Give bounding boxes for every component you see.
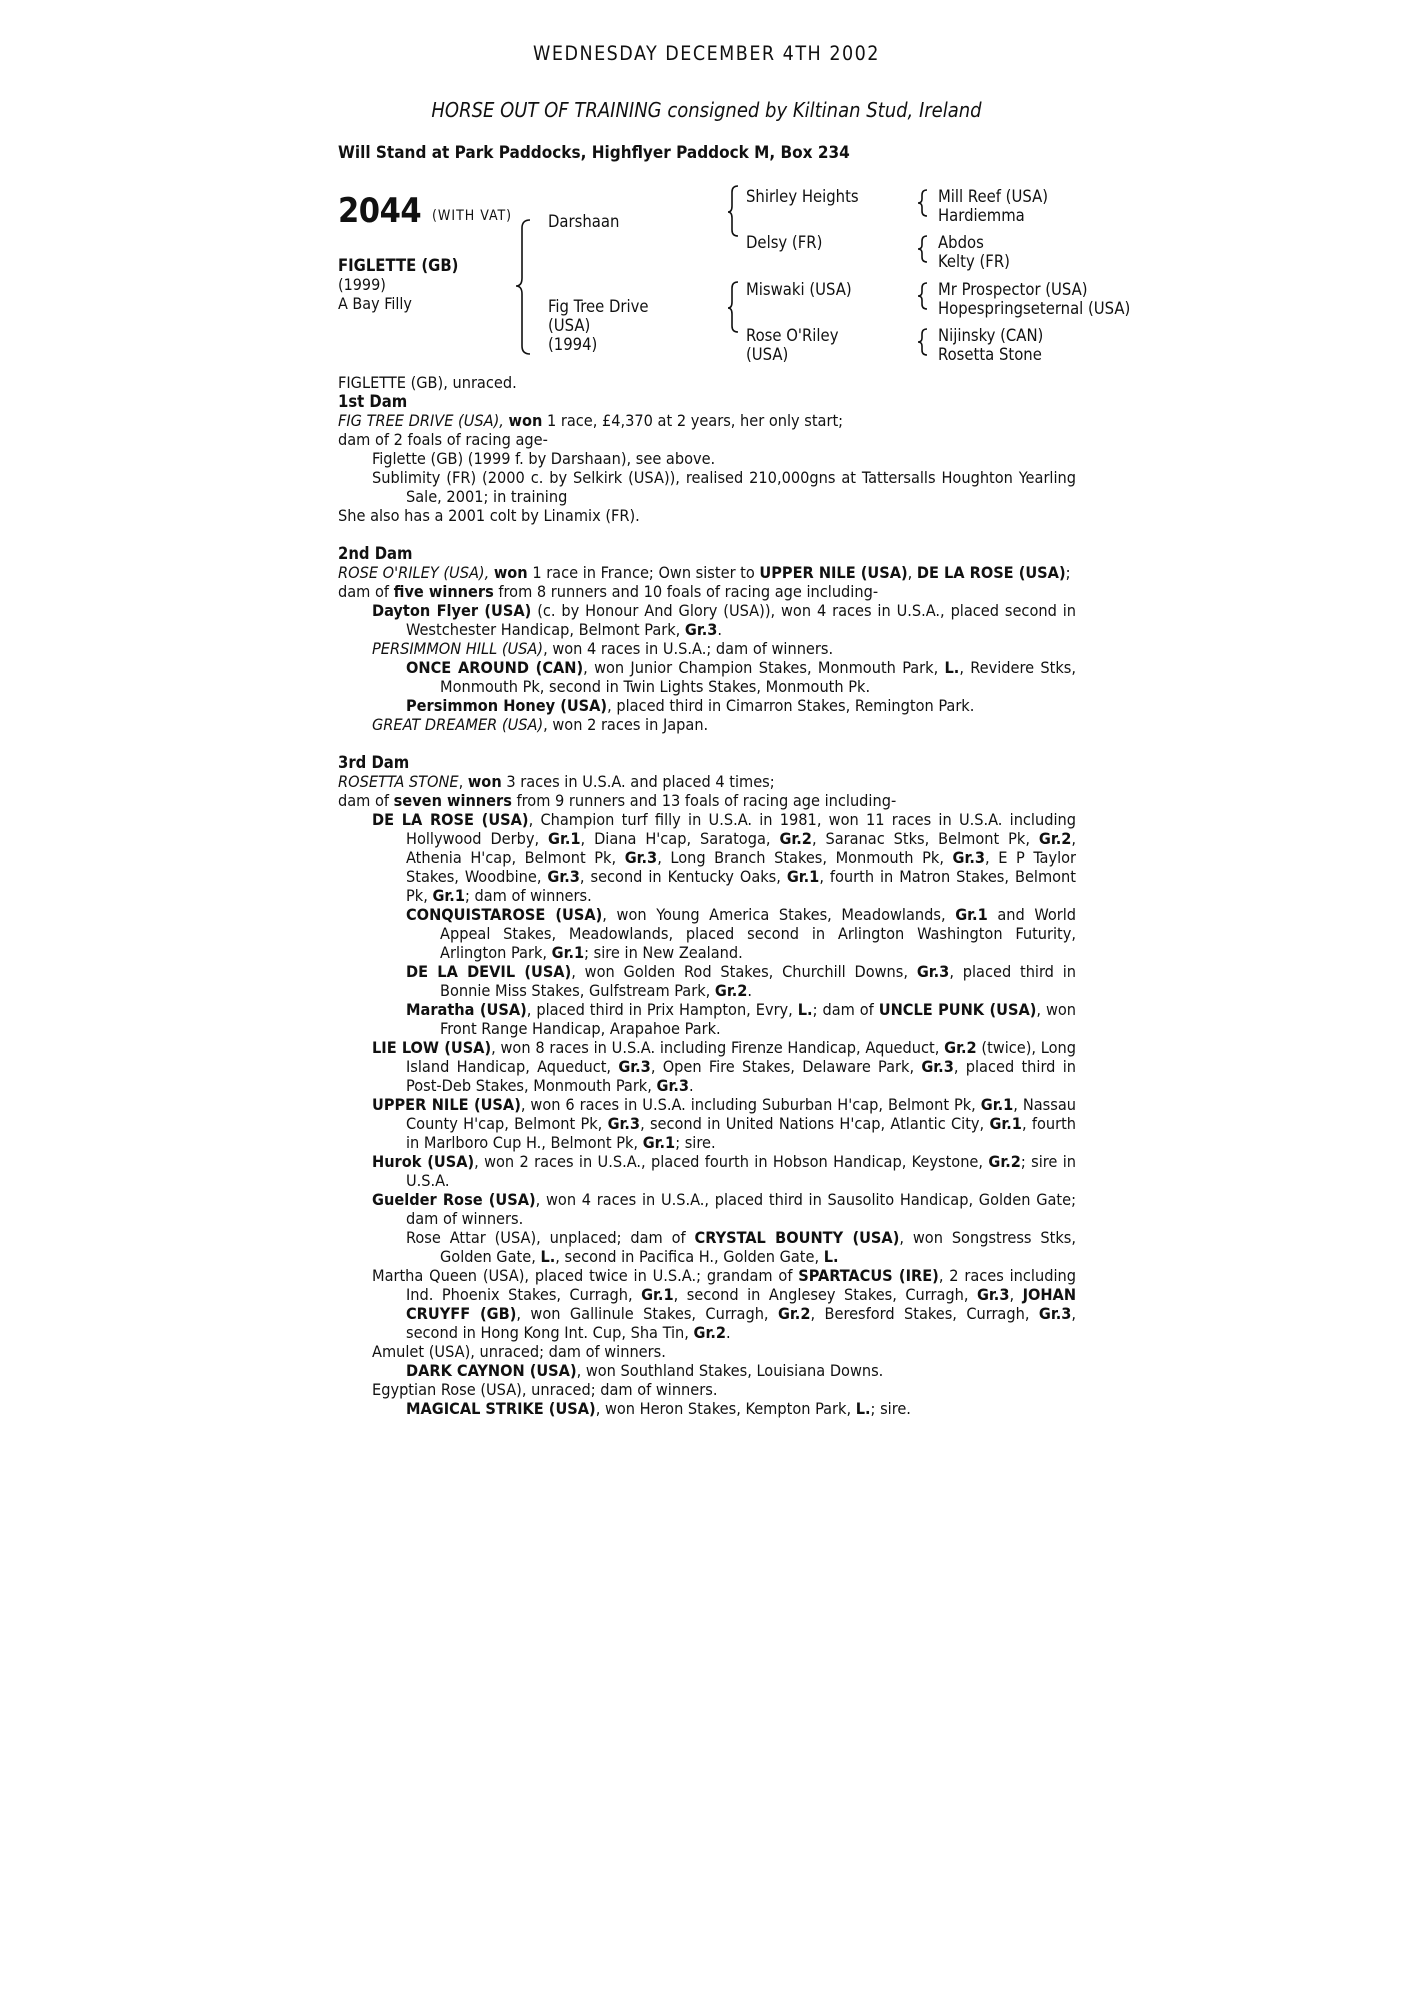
horse-year: (1999) bbox=[338, 275, 386, 294]
stand-location: Will Stand at Park Paddocks, Highflyer Paddock M, Box 234 bbox=[338, 143, 850, 163]
pedigree-dam-dam-origin: (USA) bbox=[746, 345, 789, 364]
catalogue-body bbox=[338, 373, 1076, 1418]
horse-name: FIGLETTE (GB) bbox=[338, 256, 459, 275]
pedigree-dam: Fig Tree Drive bbox=[548, 297, 649, 316]
pedigree-sdd: Kelty (FR) bbox=[938, 252, 1010, 271]
pedigree-bracket-rose bbox=[918, 329, 928, 359]
pedigree-sire-bracket bbox=[728, 186, 742, 256]
first-dam-heading: 1st Dam bbox=[338, 392, 408, 411]
pedigree-ddd: Rosetta Stone bbox=[938, 345, 1042, 364]
second-dam-heading: 2nd Dam bbox=[338, 544, 413, 563]
third-dam-runner-conquistarose: CONQUISTAROSE (USA), won Young America Stakes, Meadowlands, Gr.1 and World Appeal Stakes, Meadowlands, placed second in Arlington Washington Futurity, Arlington Park, Gr.1; sire in New Zealand. bbox=[406, 905, 1077, 962]
pedigree-dam-year: (1994) bbox=[548, 335, 598, 354]
pedigree-dam-dam: Rose O'Riley bbox=[746, 326, 839, 345]
third-dam-runner-egyptian-rose: Egyptian Rose (USA), unraced; dam of winners. bbox=[372, 1380, 718, 1399]
third-dam-runner-rose-attar: Rose Attar (USA), unplaced; dam of CRYSTAL BOUNTY (USA), won Songstress Stks, Golden Gate, L., second in Pacifica H., Golden Gate, L. bbox=[406, 1228, 1076, 1266]
pedigree-dam-bracket bbox=[728, 282, 742, 352]
second-dam-runner-2: PERSIMMON HILL (USA), won 4 races in U.S.A.; dam of winners. bbox=[372, 639, 834, 658]
pedigree-ssd: Hardiemma bbox=[938, 206, 1025, 225]
consignment-line: HORSE OUT OF TRAINING consigned by Kiltinan Stud, Ireland bbox=[431, 98, 982, 122]
third-dam-entry: ROSETTA STONE, won 3 races in U.S.A. and placed 4 times; bbox=[338, 772, 775, 791]
first-dam-also: She also has a 2001 colt by Linamix (FR). bbox=[338, 506, 640, 525]
second-dam-runner-4: Persimmon Honey (USA), placed third in Cimarron Stakes, Remington Park. bbox=[406, 696, 975, 715]
pedigree-sss: Mill Reef (USA) bbox=[938, 187, 1049, 206]
first-dam-foals: dam of 2 foals of racing age- bbox=[338, 430, 548, 449]
first-dam-produce-1: Figlette (GB) (1999 f. by Darshaan), see above. bbox=[372, 449, 716, 468]
third-dam-runner-maratha: Maratha (USA), placed third in Prix Hampton, Evry, L.; dam of UNCLE PUNK (USA), won Front Range Handicap, Arapahoe Park. bbox=[406, 1000, 1077, 1038]
pedigree-dam-sire: Miswaki (USA) bbox=[746, 280, 852, 299]
intro-line: FIGLETTE (GB), unraced. bbox=[338, 373, 517, 392]
third-dam-heading: 3rd Dam bbox=[338, 753, 410, 772]
first-dam-entry: FIG TREE DRIVE (USA), won 1 race, £4,370 at 2 years, her only start; bbox=[338, 411, 844, 430]
pedigree-dam-origin: (USA) bbox=[548, 316, 591, 335]
third-dam-runner-martha-queen: Martha Queen (USA), placed twice in U.S.A.; grandam of SPARTACUS (IRE), 2 races including Ind. Phoenix Stakes, Curragh, Gr.1, second in Anglesey Stakes, Curragh, Gr.3, JOHAN CRUYFF (GB), won Gallinule Stakes, Curragh, Gr.2, Beresford Stakes, Curragh, Gr.3, second in Hong Kong Int. Cup, Sha Tin, Gr.2. bbox=[372, 1266, 1077, 1342]
pedigree-main-bracket bbox=[516, 220, 536, 360]
lot-number: 2044 bbox=[338, 191, 422, 231]
pedigree-sds: Abdos bbox=[938, 233, 984, 252]
first-dam-produce-2: Sublimity (FR) (2000 c. by Selkirk (USA)), realised 210,000gns at Tattersalls Houghton Yearling Sale, 2001; in training bbox=[372, 468, 1076, 506]
pedigree-dss: Mr Prospector (USA) bbox=[938, 280, 1088, 299]
third-dam-runner-magical-strike: MAGICAL STRIKE (USA), won Heron Stakes, Kempton Park, L.; sire. bbox=[406, 1399, 911, 1418]
sale-date: WEDNESDAY DECEMBER 4TH 2002 bbox=[533, 42, 880, 65]
second-dam-runner-1: Dayton Flyer (USA) (c. by Honour And Glory (USA)), won 4 races in U.S.A., placed second in Westchester Handicap, Belmont Park, Gr.3. bbox=[372, 601, 1076, 639]
third-dam-runner-amulet: Amulet (USA), unraced; dam of winners. bbox=[372, 1342, 666, 1361]
second-dam-entry: ROSE O'RILEY (USA), won 1 race in France; Own sister to UPPER NILE (USA), DE LA ROSE (USA); bbox=[338, 563, 1071, 582]
horse-description: A Bay Filly bbox=[338, 294, 412, 313]
third-dam-runner-de-la-devil: DE LA DEVIL (USA), won Golden Rod Stakes, Churchill Downs, Gr.3, placed third in Bonnie Miss Stakes, Gulfstream Park, Gr.2. bbox=[406, 962, 1077, 1000]
third-dam-runner-dark-caynon: DARK CAYNON (USA), won Southland Stakes, Louisiana Downs. bbox=[406, 1361, 884, 1380]
pedigree-dds: Nijinsky (CAN) bbox=[938, 326, 1044, 345]
pedigree-bracket-miswaki bbox=[918, 283, 928, 313]
pedigree-bracket-delsy bbox=[918, 236, 928, 266]
pedigree-dsd: Hopespringseternal (USA) bbox=[938, 299, 1131, 318]
third-dam-runner-upper-nile: UPPER NILE (USA), won 6 races in U.S.A. including Suburban H'cap, Belmont Pk, Gr.1, Nassau County H'cap, Belmont Pk, Gr.3, second in United Nations H'cap, Atlantic City, Gr.1, fourth in Marlboro Cup H., Belmont Pk, Gr.1; sire. bbox=[372, 1095, 1077, 1152]
second-dam-winners: dam of five winners from 8 runners and 10 foals of racing age including- bbox=[338, 582, 879, 601]
second-dam-runner-3: ONCE AROUND (CAN), won Junior Champion Stakes, Monmouth Park, L., Revidere Stks, Monmouth Pk, second in Twin Lights Stakes, Monmouth Pk. bbox=[406, 658, 1077, 696]
third-dam-runner-guelder-rose: Guelder Rose (USA), won 4 races in U.S.A., placed third in Sausolito Handicap, Golden Gate; dam of winners. bbox=[372, 1190, 1076, 1228]
second-dam-runner-5: GREAT DREAMER (USA), won 2 races in Japan. bbox=[372, 715, 709, 734]
pedigree-sire-dam: Delsy (FR) bbox=[746, 233, 823, 252]
pedigree-sire: Darshaan bbox=[548, 212, 620, 231]
pedigree-bracket-shirley bbox=[918, 190, 928, 220]
third-dam-runner-de-la-rose: DE LA ROSE (USA), Champion turf filly in U.S.A. in 1981, won 11 races in U.S.A. including Hollywood Derby, Gr.1, Diana H'cap, Saratoga, Gr.2, Saranac Stks, Belmont Pk, Gr.2, Athenia H'cap, Belmont Pk, Gr.3, Long Branch Stakes, Monmouth Pk, Gr.3, E P Taylor Stakes, Woodbine, Gr.3, second in Kentucky Oaks, Gr.1, fourth in Matron Stakes, Belmont Pk, Gr.1; dam of winners. bbox=[372, 810, 1077, 905]
third-dam-runner-hurok: Hurok (USA), won 2 races in U.S.A., placed fourth in Hobson Handicap, Keystone, Gr.2; sire in U.S.A. bbox=[372, 1152, 1076, 1190]
pedigree-sire-sire: Shirley Heights bbox=[746, 187, 859, 206]
vat-note: (WITH VAT) bbox=[432, 208, 513, 224]
third-dam-winners: dam of seven winners from 9 runners and 13 foals of racing age including- bbox=[338, 791, 897, 810]
third-dam-runner-lie-low: LIE LOW (USA), won 8 races in U.S.A. including Firenze Handicap, Aqueduct, Gr.2 (twice), Long Island Handicap, Aqueduct, Gr.3, Open Fire Stakes, Delaware Park, Gr.3, placed third in Post-Deb Stakes, Monmouth Park, Gr.3. bbox=[372, 1038, 1077, 1095]
